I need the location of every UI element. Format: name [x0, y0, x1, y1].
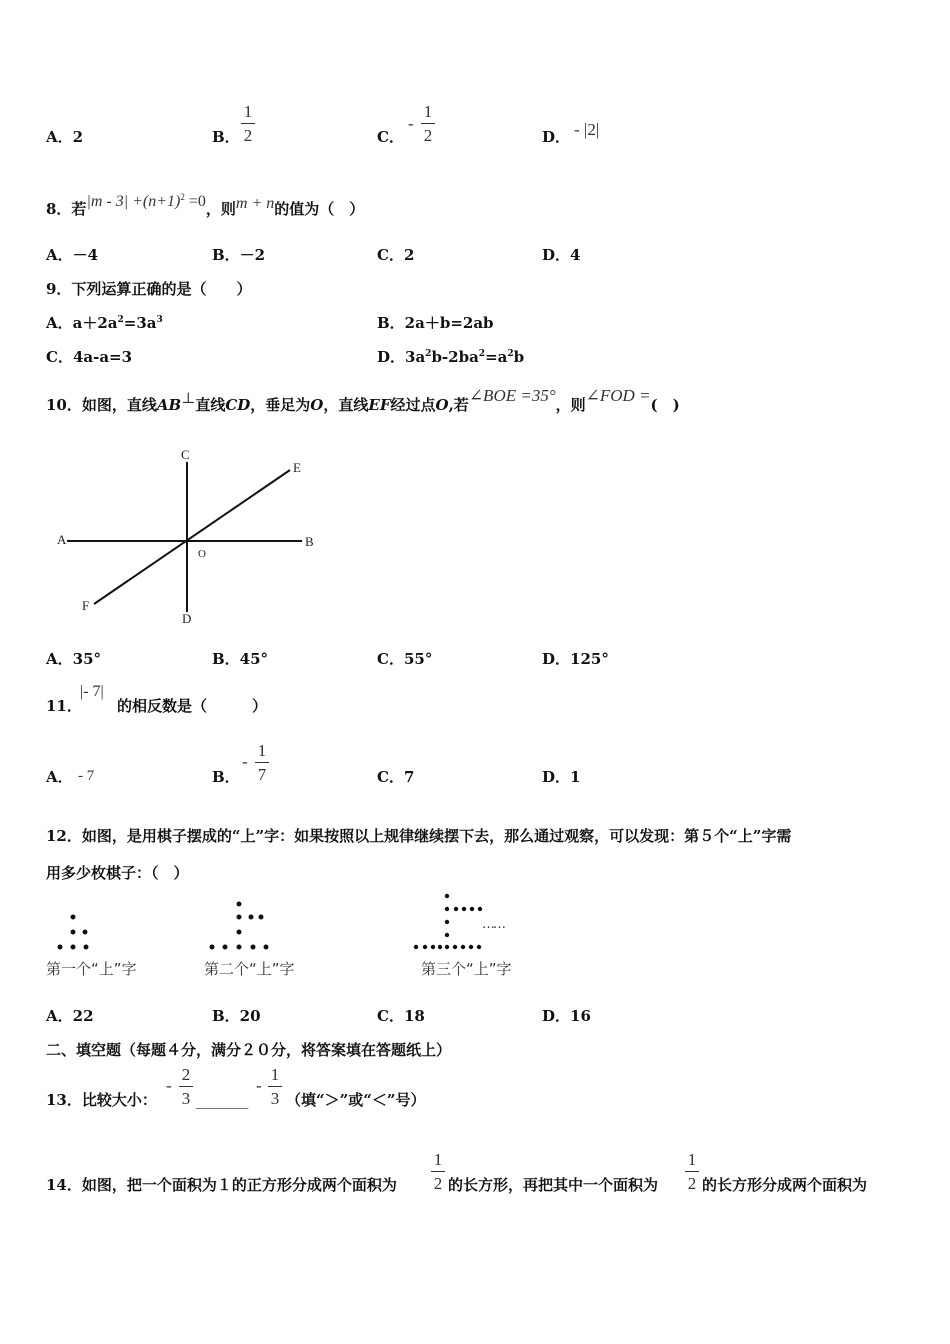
q9-stem: 9．下列运算正确的是（ ）	[46, 280, 252, 298]
character-1	[58, 915, 89, 950]
q13-fraction-1: 2 3	[179, 1066, 193, 1108]
q14-fraction-1: 1 2	[431, 1151, 445, 1193]
q7-option-a: A．2	[46, 128, 84, 146]
q8-option-c: C．2	[377, 246, 415, 264]
q7-option-d-label: D．	[542, 128, 571, 146]
q10-option-b: B．45°	[212, 650, 269, 668]
q12-option-b: B．20	[212, 1007, 261, 1025]
label-a: A	[57, 532, 67, 547]
line-ef	[94, 470, 290, 604]
q13-fraction-1-sign: -	[166, 1076, 172, 1095]
q12-option-a: A．22	[46, 1007, 94, 1025]
q7-option-c-label: C．	[377, 128, 404, 146]
q10-option-a: A．35°	[46, 650, 102, 668]
q9-option-c: C．4a-a=3	[46, 348, 133, 366]
q9-option-d: D．$3a^2b-2ba^2=a^2b$	[377, 348, 525, 366]
q11-option-d: D．1	[542, 768, 581, 786]
q12-caption-1: 第一个“上”字	[46, 960, 137, 978]
q14-stem-part1: 14．如图，把一个面积为１的正方形分成两个面积为	[46, 1176, 397, 1194]
q13-answer-blank[interactable]: _______	[196, 1091, 249, 1109]
q10-figure	[40, 440, 340, 635]
q12-option-d: D．16	[542, 1007, 591, 1025]
q11-option-b-label: B．	[212, 768, 240, 786]
q11-expression: |- 7|	[80, 683, 104, 700]
q11-option-a-value: - 7	[78, 768, 95, 784]
character-3	[414, 894, 482, 949]
q12-stem-line1: 12．如图，是用棋子摆成的“上”字：如果按照以上规律继续摆下去，那么通过观察，可以发现：第５个“上”字需	[46, 827, 792, 845]
q11-number: 11．	[46, 697, 82, 715]
q8-stem: 8．若$|m - 3| +(n+1)^2 =0$，则m + n的值为（ ）	[46, 192, 365, 218]
q12-option-c: C．18	[377, 1007, 425, 1025]
q11-option-b-fraction: 1 7	[255, 742, 269, 784]
q7-option-c-fraction: 1 2	[421, 103, 435, 145]
label-f: F	[82, 598, 90, 613]
q11-option-a-label: A．	[46, 768, 73, 786]
label-d: D	[182, 611, 192, 626]
q7-option-d-value: - |2|	[574, 120, 600, 139]
q8-option-b: B．－2	[212, 246, 266, 264]
q13-stem-tail: （填“＞”或“＜”号）	[286, 1091, 426, 1109]
q12-stem-line2: 用多少枚棋子：（ ）	[46, 864, 189, 882]
label-o: O	[198, 548, 206, 560]
q7-option-c-sign: -	[408, 114, 414, 133]
q11-option-b-sign: -	[242, 752, 248, 771]
q10-stem: 10．如图，直线AB⊥直线CD，垂足为O，直线EF经过点O,若∠BOE =35°，则∠FOD =( )	[46, 386, 680, 414]
q8-option-d: D．4	[542, 246, 581, 264]
q9-option-a: A．$a+2a^2=3a^3$	[46, 314, 163, 332]
q13-stem: 13．比较大小：	[46, 1091, 157, 1109]
q13-fraction-2-sign: -	[256, 1076, 262, 1095]
label-b: B	[305, 534, 314, 549]
q14-stem-part3: 的长方形分成两个面积为	[702, 1176, 868, 1194]
q9-option-b: B．2a＋b=2ab	[377, 314, 494, 332]
q12-ellipsis: ……	[482, 917, 504, 932]
q7-option-b-fraction: 1 2	[241, 103, 255, 145]
q11-option-c: C．7	[377, 768, 415, 786]
q10-option-d: D．125°	[542, 650, 609, 668]
q14-stem-part2: 的长方形，再把其中一个面积为	[448, 1176, 659, 1194]
q10-option-c: C．55°	[377, 650, 433, 668]
q8-option-a: A．－4	[46, 246, 99, 264]
section-2-heading: 二、填空题（每题４分，满分２０分，将答案填在答题纸上）	[46, 1041, 452, 1059]
q13-fraction-2: 1 3	[268, 1066, 282, 1108]
q12-caption-2: 第二个“上”字	[204, 960, 295, 978]
q11-stem-tail: 的相反数是（ ）	[117, 697, 268, 715]
q7-option-b-label: B．	[212, 128, 240, 146]
q12-caption-3: 第三个“上”字	[421, 960, 512, 978]
q14-fraction-2: 1 2	[685, 1151, 699, 1193]
label-c: C	[181, 447, 190, 462]
label-e: E	[293, 460, 301, 475]
character-2	[210, 902, 269, 950]
